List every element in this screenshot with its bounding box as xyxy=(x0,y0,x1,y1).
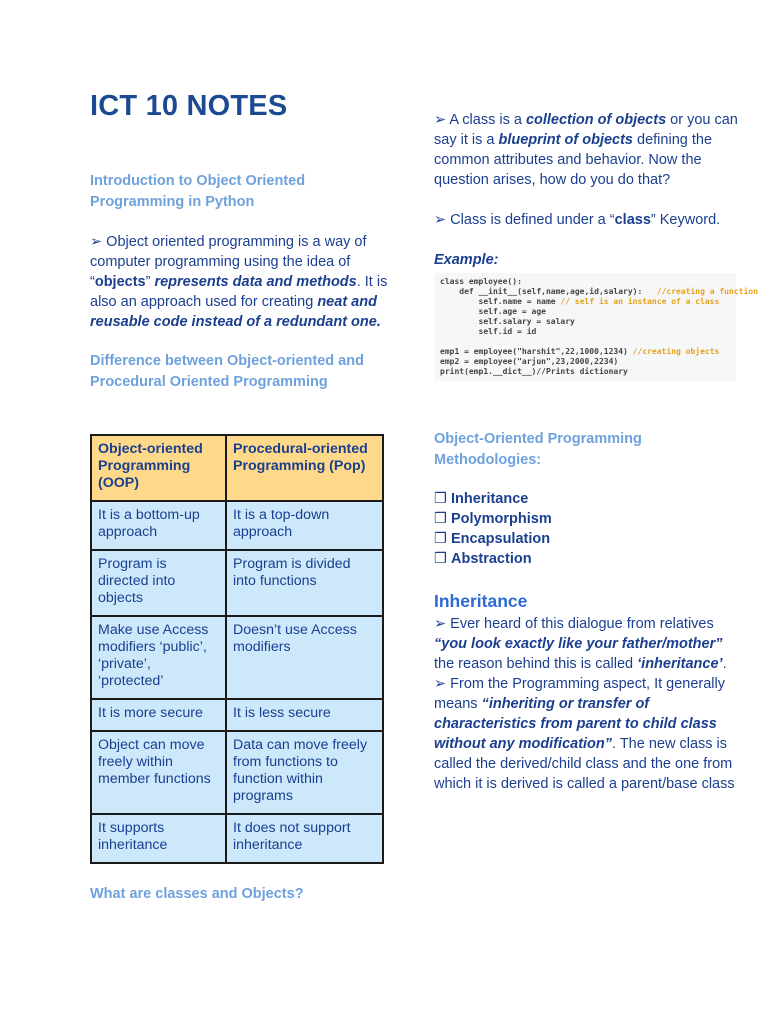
difference-heading: Difference between Object-oriented and Procedural Oriented Programming xyxy=(90,353,364,390)
inheritance-paragraph: ➢ Ever heard of this dialogue from relatives “you look exactly like your father/mother” the reason behind this is called ‘inheritance’. ➢ From the Programming aspect, It generally means “inheriting or transfer of characteristics from parent to child class without any modification”. The new class is called the derived/child class and the one from which it is derived is called a parent/base class xyxy=(434,616,735,792)
inheritance-heading: Inheritance xyxy=(434,591,528,611)
arrow-bullet: ➢ xyxy=(90,234,103,250)
table-cell: It does not support inheritance xyxy=(226,814,383,863)
table-header-row xyxy=(91,435,383,501)
comparison-table xyxy=(90,434,384,864)
oop-definition-paragraph: ➢ Object oriented programming is a way of computer programming using the idea of “objects” represents data and methods. It is also an approach used for creating neat and reusable code instead of a redundant one. xyxy=(90,234,388,330)
table-row xyxy=(91,501,383,550)
page-title: ICT 10 NOTES xyxy=(90,90,288,122)
table-cell: Make use Access modifiers ‘public’, ‘private’, ‘protected’ xyxy=(91,616,226,699)
table-row xyxy=(91,550,383,616)
checkbox-icon: ❒ xyxy=(434,491,447,507)
table-header: Procedural-oriented Programming (Pop) xyxy=(226,435,383,501)
class-keyword-paragraph: ➢ Class is defined under a “class” Keyword. xyxy=(434,212,721,228)
table-row xyxy=(91,616,383,699)
class-definition-paragraph: ➢ A class is a collection of objects or you can say it is a blueprint of objects defining the common attributes and behavior. Now the question arises, how do you do that? xyxy=(434,112,738,188)
methodologies-list xyxy=(434,489,744,569)
right-column xyxy=(434,110,758,794)
arrow-bullet: ➢ xyxy=(434,676,447,692)
table-cell: Doesn’t use Access modifiers xyxy=(226,616,383,699)
table-cell: Program is divided into functions xyxy=(226,550,383,616)
arrow-bullet: ➢ xyxy=(434,112,447,128)
list-item: ❒ Polymorphism xyxy=(434,511,552,527)
table-cell: It is less secure xyxy=(226,699,383,731)
left-column xyxy=(90,90,390,905)
table-row xyxy=(91,731,383,814)
table-header: Object-oriented Programming (OOP) xyxy=(91,435,226,501)
table-cell: Program is directed into objects xyxy=(91,550,226,616)
list-item: ❒ Abstraction xyxy=(434,551,532,567)
methodologies-heading: Object-Oriented Programming Methodologies: xyxy=(434,431,642,468)
arrow-bullet: ➢ xyxy=(434,616,447,632)
example-label: Example: xyxy=(434,252,499,268)
table-row xyxy=(91,814,383,863)
table-cell: It is a top-down approach xyxy=(226,501,383,550)
table-cell: It supports inheritance xyxy=(91,814,226,863)
list-item: ❒ Inheritance xyxy=(434,491,529,507)
arrow-bullet: ➢ xyxy=(434,212,447,228)
code-example: class employee(): def __init__(self,name,age,id,salary): //creating a function self.name = name // self is an instance of a class self.age = age self.salary = salary self.id = id emp1 = employee("harshit",22,1000,1234) //creating objects emp2 = employee("arjun",23,2000,2234) print(emp1.__dict__)//Prints dictionary xyxy=(434,273,736,381)
list-item: ❒ Encapsulation xyxy=(434,531,551,547)
classes-objects-heading: What are classes and Objects? xyxy=(90,886,304,902)
intro-heading: Introduction to Object Oriented Programming in Python xyxy=(90,173,306,210)
table-row xyxy=(91,699,383,731)
table-cell: Data can move freely from functions to function within programs xyxy=(226,731,383,814)
table-cell: It is a bottom-up approach xyxy=(91,501,226,550)
checkbox-icon: ❒ xyxy=(434,531,447,547)
checkbox-icon: ❒ xyxy=(434,511,447,527)
table-cell: It is more secure xyxy=(91,699,226,731)
checkbox-icon: ❒ xyxy=(434,551,447,567)
table-cell: Object can move freely within member functions xyxy=(91,731,226,814)
